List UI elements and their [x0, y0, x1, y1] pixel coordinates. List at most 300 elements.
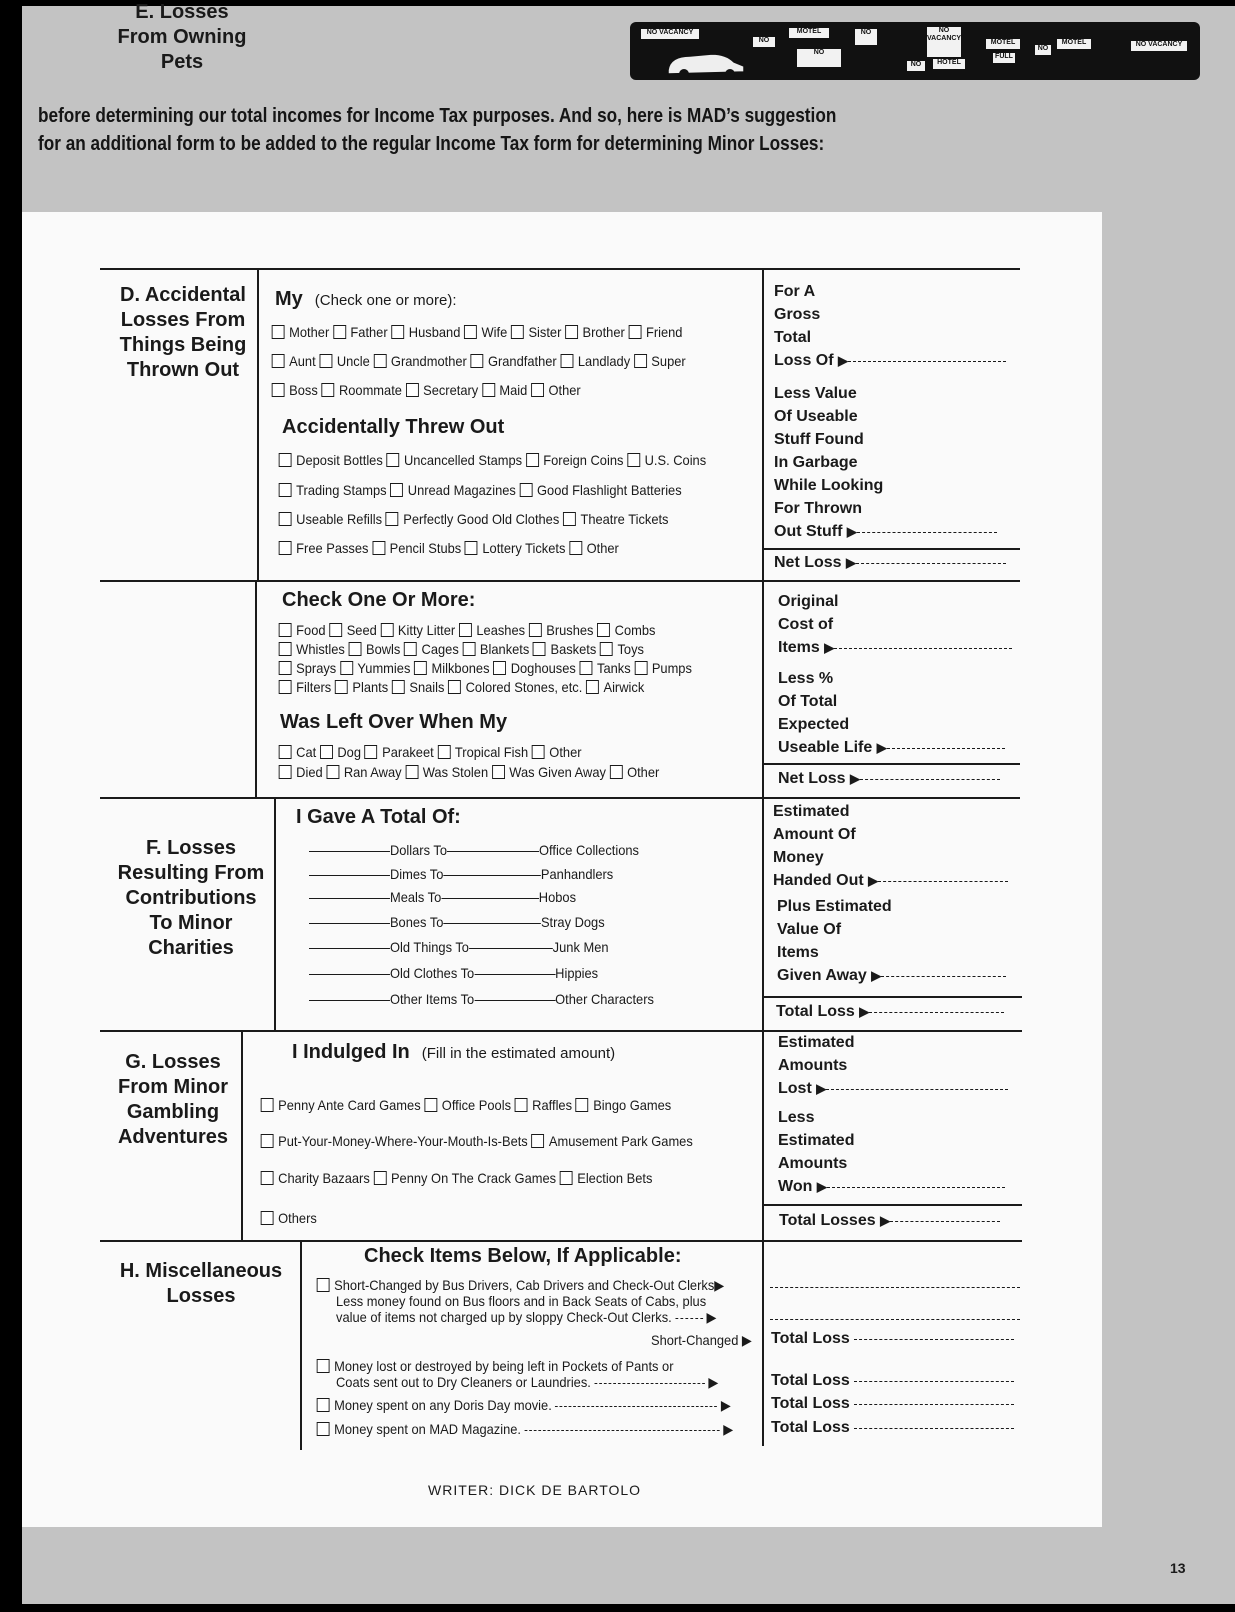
amount-field[interactable]: [890, 1221, 1000, 1222]
checkbox[interactable]: [279, 483, 292, 497]
checkbox[interactable]: [321, 383, 334, 397]
item-text: Dimes To: [389, 866, 444, 882]
intro-line-1: before determining our total incomes for Income Tax purposes. And so, here is MAD’s suggestion: [38, 105, 837, 127]
option-label: Trading Stamps: [296, 482, 387, 498]
option-label: Lottery Tickets: [482, 540, 566, 556]
vline-h-left: [300, 1240, 302, 1450]
amount-blank[interactable]: [309, 948, 390, 949]
section-h-label: H. Miscellaneous Losses: [119, 1260, 283, 1307]
amount-field[interactable]: [854, 1381, 1014, 1382]
option-label: Office Pools: [441, 1097, 512, 1113]
option-label: Pumps: [651, 660, 692, 676]
h-item-4: [313, 1421, 733, 1438]
amount-blank[interactable]: [309, 875, 390, 876]
checkbox[interactable]: [586, 680, 599, 694]
recipient-blank[interactable]: [443, 923, 541, 924]
d-relatives-row-2: [268, 353, 686, 369]
label-line: Plus Estimated: [777, 898, 892, 915]
amount-field[interactable]: [770, 1287, 1020, 1288]
g-games-row-3: [257, 1170, 652, 1186]
e-check-heading: Check One Or More:: [282, 589, 476, 611]
checkbox[interactable]: [405, 765, 418, 779]
option-label: Bowls: [365, 641, 401, 657]
checkbox[interactable]: [319, 354, 332, 368]
label-line: Amounts: [778, 1155, 848, 1172]
amount-blank[interactable]: [309, 1000, 390, 1001]
rule-top: [100, 268, 1020, 270]
label-line: Gross: [774, 306, 821, 323]
checkbox[interactable]: [448, 680, 461, 694]
section-d-label: D. Accidental Losses From Things Being Thrown Out: [119, 284, 247, 381]
option-label: Uncle: [336, 353, 370, 369]
option-label: Whistles: [296, 641, 345, 657]
sign: HOTEL: [932, 58, 966, 70]
left-frame: [0, 0, 22, 1612]
intro-line-2: for an additional form to be added to the regular Income Tax form for determining Minor Losses:: [38, 133, 825, 155]
option-label: Deposit Bottles: [296, 452, 383, 468]
recipient-blank[interactable]: [447, 851, 539, 852]
checkbox[interactable]: [462, 642, 475, 656]
h-check-heading: Check Items Below, If Applicable:: [364, 1245, 682, 1267]
g-total-losses-label: [779, 1209, 1000, 1232]
item-text: Short-Changed by Bus Drivers, Cab Drivers and Check-Out Clerks: [334, 1277, 715, 1293]
recipient-text: Hobos: [538, 889, 577, 905]
rule-f-total: [764, 996, 1022, 998]
checkbox[interactable]: [406, 383, 419, 397]
intro-text: [38, 102, 837, 158]
recipient-blank[interactable]: [474, 974, 555, 975]
option-label: Sister: [528, 324, 562, 340]
option-label: Cat: [296, 744, 317, 760]
label-line: For A: [774, 283, 816, 300]
amount-field[interactable]: [854, 1428, 1014, 1429]
amount-blank[interactable]: [309, 851, 390, 852]
label-line: Given Away: [777, 967, 867, 984]
label-line: Won: [778, 1178, 813, 1195]
checkbox[interactable]: [493, 661, 506, 675]
checkbox[interactable]: [437, 745, 450, 759]
writer-credit: WRITER: DICK DE BARTOLO: [428, 1482, 642, 1498]
option-label: Bingo Games: [593, 1097, 672, 1113]
option-label: Grandfather: [487, 353, 557, 369]
recipient-blank[interactable]: [441, 898, 539, 899]
arrow-icon: ▶: [838, 353, 849, 368]
checkbox[interactable]: [272, 325, 285, 339]
h-short-changed: [651, 1332, 752, 1349]
sign: NO: [854, 28, 878, 46]
option-label: Baskets: [550, 641, 597, 657]
arrow-icon: ▶: [859, 1004, 870, 1019]
sign: NO: [752, 36, 776, 48]
checkbox[interactable]: [492, 765, 505, 779]
vline-e-right: [762, 580, 764, 797]
amount-field[interactable]: [826, 1089, 1008, 1090]
d-my: My: [275, 288, 303, 310]
checkbox[interactable]: [261, 1098, 274, 1112]
sign: FULL: [992, 52, 1016, 64]
label-line: Total: [774, 329, 812, 346]
e-supplies-row-1: [275, 622, 655, 638]
option-label: Pencil Stubs: [389, 540, 462, 556]
checkbox[interactable]: [459, 623, 472, 637]
checkbox[interactable]: [279, 512, 292, 526]
f-contribution-row: [309, 991, 654, 1007]
arrow-icon: ▶: [871, 968, 882, 983]
checkbox[interactable]: [279, 745, 292, 759]
d-items-row-2: [275, 482, 682, 498]
checkbox[interactable]: [465, 541, 478, 555]
checkbox[interactable]: [532, 745, 545, 759]
checkbox[interactable]: [380, 623, 393, 637]
rule-g-total: [764, 1204, 1022, 1206]
option-label: Husband: [408, 324, 461, 340]
item-text: Money spent on any Doris Day movie.: [334, 1397, 552, 1413]
checkbox[interactable]: [531, 1134, 544, 1148]
f-handed-out-label: [773, 800, 1008, 892]
h-total-2: [771, 1369, 1014, 1392]
option-label: Kitty Litter: [397, 622, 456, 638]
checkbox[interactable]: [335, 680, 348, 694]
checkbox[interactable]: [526, 453, 539, 467]
recipient-blank[interactable]: [443, 875, 541, 876]
amount-field[interactable]: [887, 748, 1005, 749]
checkbox[interactable]: [317, 1278, 330, 1292]
net-loss-text: Net Loss: [778, 770, 846, 787]
d-items-row-1: [275, 452, 706, 468]
amount-field[interactable]: [854, 1339, 1014, 1340]
label-line: While Looking: [774, 477, 884, 494]
checkbox[interactable]: [261, 1134, 274, 1148]
checkbox[interactable]: [386, 453, 399, 467]
checkbox[interactable]: [279, 642, 292, 656]
checkbox[interactable]: [279, 541, 292, 555]
checkbox[interactable]: [600, 642, 613, 656]
checkbox[interactable]: [563, 512, 576, 526]
amount-field[interactable]: [860, 779, 1000, 780]
label-line: Out Stuff: [774, 523, 843, 540]
checkbox[interactable]: [597, 623, 610, 637]
option-label: Milkbones: [431, 660, 490, 676]
option-label: Seed: [346, 622, 377, 638]
g-indulged-heading: [292, 1041, 615, 1064]
checkbox[interactable]: [372, 541, 385, 555]
label-line: Original: [778, 593, 839, 610]
amount-field[interactable]: [878, 881, 1008, 882]
section-e-label: E. Losses From Owning Pets: [117, 1, 247, 73]
recipient-blank[interactable]: [469, 948, 553, 949]
sign: MOTEL: [1056, 38, 1092, 50]
item-text: Money lost or destroyed by being left in Pockets of Pants or: [334, 1358, 674, 1374]
checkbox[interactable]: [391, 325, 404, 339]
arrow-icon: ▶: [876, 740, 887, 755]
checkbox[interactable]: [470, 354, 483, 368]
option-label: Aunt: [289, 353, 316, 369]
leader: [525, 1430, 720, 1431]
checkbox[interactable]: [279, 680, 292, 694]
amount-field[interactable]: [856, 563, 1006, 564]
checkbox[interactable]: [627, 453, 640, 467]
g-indulged: I Indulged In: [292, 1041, 410, 1063]
option-label: Mother: [289, 324, 330, 340]
option-label: Toys: [617, 641, 644, 657]
arrow-icon: ▶: [720, 1397, 731, 1413]
checkbox[interactable]: [329, 623, 342, 637]
option-label: Other: [548, 382, 581, 398]
h-total-3: [771, 1392, 1014, 1415]
d-less-value-label: [774, 382, 997, 543]
checkbox[interactable]: [279, 453, 292, 467]
checkbox[interactable]: [373, 354, 386, 368]
checkbox[interactable]: [392, 680, 405, 694]
option-label: Others: [278, 1210, 317, 1226]
sign: NO: [1034, 44, 1052, 56]
checkbox[interactable]: [326, 765, 339, 779]
option-label: Friend: [645, 324, 683, 340]
recipient-text: Panhandlers: [540, 866, 614, 882]
option-label: Unread Magazines: [407, 482, 516, 498]
h-item-3: [313, 1397, 731, 1414]
h-total-4: [771, 1416, 1014, 1439]
checkbox[interactable]: [317, 1398, 330, 1412]
checkbox[interactable]: [365, 745, 378, 759]
item-text: Meals To: [389, 889, 442, 905]
net-loss-text: Net Loss: [774, 554, 842, 571]
checkbox[interactable]: [634, 354, 647, 368]
checkbox[interactable]: [279, 623, 292, 637]
option-label: Free Passes: [296, 540, 369, 556]
checkbox[interactable]: [373, 1171, 386, 1185]
checkbox[interactable]: [560, 354, 573, 368]
total-losses-text: Total Losses: [779, 1212, 876, 1229]
label-line: Estimated: [778, 1132, 855, 1149]
checkbox[interactable]: [317, 1359, 330, 1373]
checkbox[interactable]: [333, 325, 346, 339]
item-text: Bones To: [389, 914, 444, 930]
option-label: Grandmother: [390, 353, 467, 369]
label-line: Items: [777, 944, 819, 961]
sign: NO VACANCY: [640, 28, 700, 40]
option-label: Cages: [421, 641, 459, 657]
option-label: Roommate: [338, 382, 402, 398]
checkbox[interactable]: [511, 325, 524, 339]
item-text: Money spent on MAD Magazine.: [334, 1421, 522, 1437]
option-label: Died: [296, 764, 323, 780]
total-loss-text: Total Loss: [771, 1419, 850, 1436]
vline-g-right: [762, 1030, 764, 1240]
rule-d-e: [100, 580, 1020, 582]
option-label: Charity Bazaars: [278, 1170, 370, 1186]
label-line: Useable Life: [778, 739, 873, 756]
h-item-1-line-3: [336, 1309, 716, 1326]
checkbox[interactable]: [279, 765, 292, 779]
g-games-row-2: [257, 1133, 693, 1149]
label-line: Value Of: [777, 921, 842, 938]
e-less-pct-label: [778, 667, 1005, 759]
option-label: Secretary: [423, 382, 479, 398]
sign: NO: [796, 48, 842, 68]
amount-field[interactable]: [869, 1012, 1004, 1013]
f-contribution-row: [309, 939, 609, 955]
page-number: 13: [1170, 1560, 1186, 1576]
checkbox[interactable]: [386, 512, 399, 526]
checkbox[interactable]: [340, 661, 353, 675]
recipient-text: Other Characters: [555, 991, 654, 1007]
option-label: Ran Away: [343, 764, 402, 780]
f-contribution-row: [309, 914, 605, 930]
h-total-1: [771, 1327, 1014, 1350]
label-line: Stuff Found: [774, 431, 864, 448]
option-label: Theatre Tickets: [580, 511, 669, 527]
arrow-icon: ▶: [723, 1421, 734, 1437]
checkbox[interactable]: [390, 483, 403, 497]
option-label: Filters: [296, 679, 332, 695]
option-label: Penny Ante Card Games: [278, 1097, 421, 1113]
rule-g-h: [100, 1240, 1022, 1242]
recipient-text: Office Collections: [539, 842, 639, 858]
vline-d-right: [762, 268, 764, 580]
option-label: Father: [350, 324, 388, 340]
label-line: Less %: [778, 670, 834, 687]
vline-e-left: [255, 580, 257, 797]
amount-field[interactable]: [827, 1187, 1005, 1188]
checkbox[interactable]: [482, 383, 495, 397]
h-item-2: [313, 1358, 674, 1374]
checkbox[interactable]: [634, 661, 647, 675]
option-label: Was Given Away: [509, 764, 606, 780]
option-label: Penny On The Crack Games: [390, 1170, 557, 1186]
item-text: Short-Changed: [651, 1332, 739, 1348]
amount-field[interactable]: [854, 1404, 1014, 1405]
rule-e-f: [100, 797, 1020, 799]
option-label: U.S. Coins: [644, 452, 707, 468]
vline-h-right: [762, 1240, 764, 1446]
amount-blank[interactable]: [309, 974, 390, 975]
checkbox[interactable]: [560, 1171, 573, 1185]
arrow-icon: ▶: [741, 1332, 752, 1348]
arrow-icon: ▶: [850, 771, 861, 786]
h-item-1-line-2: Less money found on Bus floors and in Back Seats of Cabs, plus: [336, 1293, 707, 1309]
section-g-label: G. Losses From Minor Gambling Adventures: [117, 1051, 229, 1148]
option-label: Tanks: [597, 660, 631, 676]
leader: [555, 1406, 717, 1407]
option-label: Uncancelled Stamps: [403, 452, 523, 468]
label-line: Less Value: [774, 385, 857, 402]
rule-d-net: [764, 548, 1020, 550]
option-label: Parakeet: [382, 744, 434, 760]
checkbox[interactable]: [272, 383, 285, 397]
sign: MOTEL: [985, 38, 1021, 50]
amount-field[interactable]: [770, 1319, 1020, 1320]
amount-blank[interactable]: [309, 923, 390, 924]
checkbox[interactable]: [317, 1422, 330, 1436]
checkbox[interactable]: [349, 642, 362, 656]
option-label: Put-Your-Money-Where-Your-Mouth-Is-Bets: [278, 1133, 528, 1149]
total-loss-text: Total Loss: [771, 1330, 850, 1347]
checkbox[interactable]: [404, 642, 417, 656]
label-line: Loss Of: [774, 352, 834, 369]
checkbox[interactable]: [424, 1098, 437, 1112]
checkbox[interactable]: [531, 383, 544, 397]
g-lost-label: [778, 1031, 1008, 1100]
checkbox[interactable]: [272, 354, 285, 368]
label-line: Estimated: [773, 803, 850, 820]
checkbox[interactable]: [576, 1098, 589, 1112]
label-line: Lost: [778, 1080, 812, 1097]
recipient-text: Junk Men: [552, 939, 609, 955]
checkbox[interactable]: [464, 325, 477, 339]
checkbox[interactable]: [565, 325, 578, 339]
option-label: Food: [296, 622, 326, 638]
option-label: Brother: [582, 324, 625, 340]
g-won-label: [778, 1106, 1005, 1198]
option-label: Colored Stones, etc.: [465, 679, 583, 695]
e-fate-row: [275, 764, 659, 780]
option-label: Good Flashlight Batteries: [537, 482, 682, 498]
leader: [594, 1383, 704, 1384]
amount-field[interactable]: [848, 361, 1006, 362]
amount-field[interactable]: [857, 532, 997, 533]
label-line: Expected: [778, 716, 850, 733]
d-threw-heading: Accidentally Threw Out: [282, 416, 505, 438]
checkbox[interactable]: [520, 483, 533, 497]
checkbox[interactable]: [515, 1098, 528, 1112]
vline-g-left: [241, 1030, 243, 1240]
option-label: Combs: [614, 622, 656, 638]
d-gross-total-label: [774, 280, 1006, 372]
label-line: Estimated: [778, 1034, 855, 1051]
e-supplies-row-3: [275, 660, 692, 676]
option-label: Was Stolen: [422, 764, 489, 780]
arrow-icon: ▶: [824, 640, 835, 655]
amount-blank[interactable]: [309, 898, 390, 899]
option-label: Airwick: [603, 679, 645, 695]
checkbox[interactable]: [533, 642, 546, 656]
option-label: Tropical Fish: [454, 744, 529, 760]
label-line: Money: [773, 849, 824, 866]
label-line: For Thrown: [774, 500, 862, 517]
option-label: Perfectly Good Old Clothes: [403, 511, 560, 527]
e-supplies-row-2: [275, 641, 644, 657]
checkbox[interactable]: [414, 661, 427, 675]
label-line: In Garbage: [774, 454, 858, 471]
checkbox[interactable]: [580, 661, 593, 675]
arrow-icon: ▶: [880, 1213, 891, 1228]
d-my-heading: [275, 288, 457, 311]
item-text: value of items not charged up by sloppy Check-Out Clerks.: [336, 1309, 672, 1325]
option-label: Sprays: [296, 660, 337, 676]
f-contribution-row: [309, 889, 576, 905]
arrow-icon: ▶: [868, 873, 879, 888]
checkbox[interactable]: [261, 1171, 274, 1185]
checkbox[interactable]: [320, 745, 333, 759]
amount-field[interactable]: [834, 648, 1012, 649]
d-net-loss-label: [774, 551, 1006, 574]
label-line: Less: [778, 1109, 815, 1126]
f-total-loss-label: [776, 1000, 1004, 1023]
amount-field[interactable]: [881, 976, 1006, 977]
checkbox[interactable]: [610, 765, 623, 779]
h-item-2-line-2: [336, 1374, 718, 1391]
checkbox[interactable]: [261, 1211, 274, 1225]
checkbox[interactable]: [569, 541, 582, 555]
recipient-blank[interactable]: [474, 1000, 555, 1001]
item-text: Old Things To: [389, 939, 469, 955]
checkbox[interactable]: [529, 623, 542, 637]
label-line: Of Total: [778, 693, 838, 710]
checkbox[interactable]: [628, 325, 641, 339]
checkbox[interactable]: [279, 661, 292, 675]
d-my-sub: (Check one or more):: [314, 292, 457, 309]
